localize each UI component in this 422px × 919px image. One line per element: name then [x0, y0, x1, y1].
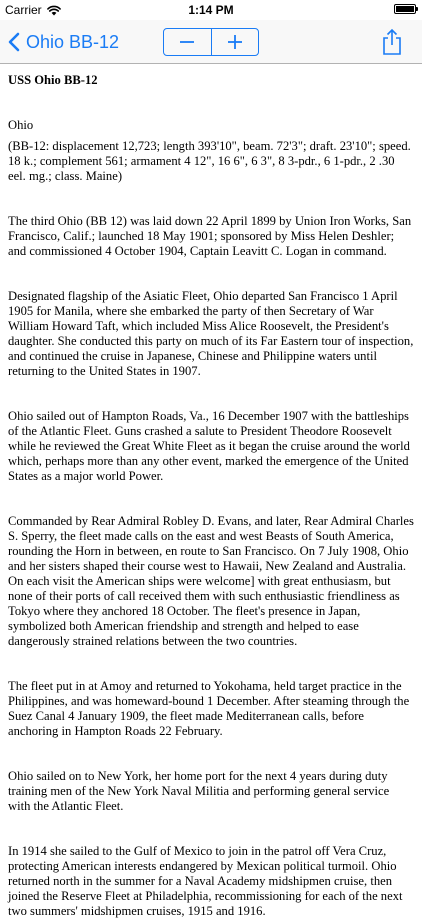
share-icon: [380, 28, 404, 56]
back-button-label: Ohio BB-12: [26, 31, 120, 52]
ship-name: Ohio: [8, 118, 34, 132]
navigation-bar: [0, 20, 422, 64]
minus-icon: [178, 33, 196, 51]
article-paragraph: The third Ohio (BB 12) was laid down 22 April 1899 by Union Iron Works, San Francisco, Calif.; launched 18 May 1901; sponsored by Miss Helen Deshler; and commissioned 4 October 1904, Captain Leavitt C. Logan in command.: [8, 214, 412, 258]
decrease-font-button[interactable]: [164, 29, 211, 55]
battery-icon: [394, 4, 416, 14]
back-button[interactable]: [8, 27, 119, 57]
article-paragraph: In 1914 she sailed to the Gulf of Mexico to join in the patrol off Vera Cruz, protecting American interests endangered by Mexican political turmoil. Ohio returned north in the summer for a Naval Academy midshipmen cruise, then joined the Reserve Fleet at Philadelphia, recommissioning for each of the next two summers' midshipmen cruises, 1915 and 1916.: [8, 844, 403, 918]
battery-indicator: [394, 4, 416, 14]
article-paragraph: Designated flagship of the Asiatic Fleet, Ohio departed San Francisco 1 April 1905 for Manila, where she embarked the party of then Secretary of War William Howard Taft, which included Miss Alice Roosevelt, the President's daughter. She conducted this party on much of its Far Eastern tour of inspection, and continued the cruise in Japanese, Chinese and Philippine waters until returning to the United States in 1907.: [8, 289, 414, 378]
article-title: USS Ohio BB-12: [8, 73, 98, 87]
ship-specs: (BB-12: displacement 12,723; length 393'10", beam. 72'3"; draft. 23'10"; speed. 18 k.; complement 561; armament 4 12", 16 6", 6 3", 8 3-pdr., 6 1-pdr., 2 .30 eel. mg.; class. Maine): [8, 139, 411, 183]
article-paragraph: Ohio sailed out of Hampton Roads, Va., 16 December 1907 with the battleships of the Atlantic Fleet. Guns crashed a salute to President Theodore Roosevelt while he reviewed the Great White Fleet as it began the cruise around the world which, perhaps more than any other event, marked the emergence of the United States as a major world Power.: [8, 409, 410, 483]
font-size-stepper: [163, 28, 259, 56]
carrier-label: Carrier: [5, 3, 42, 17]
article-paragraph: The fleet put in at Amoy and returned to Yokohama, held target practice in the Philippines, and was homeward-bound 1 December. After steaming through the Suez Canal 4 January 1909, the fleet made Mediterranean calls, before anchoring in Hampton Roads 22 February.: [8, 679, 410, 738]
article-paragraph: Commanded by Rear Admiral Robley D. Evans, and later, Rear Admiral Charles S. Sperry, the fleet made calls on the east and west Beasts of South America, rounding the Horn in between, en route to San Francisco. On 7 July 1908, Ohio and her sisters shaped their course west to Hawaii, New Zealand and Australia. On each visit the American ships were welcome] with great enthusiasm, but none of their ports of call received them with such enthusiastic friendliness as Tokyo where they anchored 18 October. The fleet's presence in Japan, symbolized both American friendship and strength and helped to ease dangerously strained relations between the two countries.: [8, 514, 414, 648]
status-time: 1:14 PM: [188, 3, 234, 17]
article-content[interactable]: [0, 64, 422, 918]
chevron-left-icon: [8, 32, 20, 52]
plus-icon: [226, 33, 244, 51]
status-bar: [0, 0, 422, 20]
share-button[interactable]: [380, 28, 404, 56]
article-paragraph: Ohio sailed on to New York, her home port for the next 4 years during duty training men of the New York Naval Militia and performing general service with the Atlantic Fleet.: [8, 769, 390, 813]
increase-font-button[interactable]: [211, 29, 259, 55]
